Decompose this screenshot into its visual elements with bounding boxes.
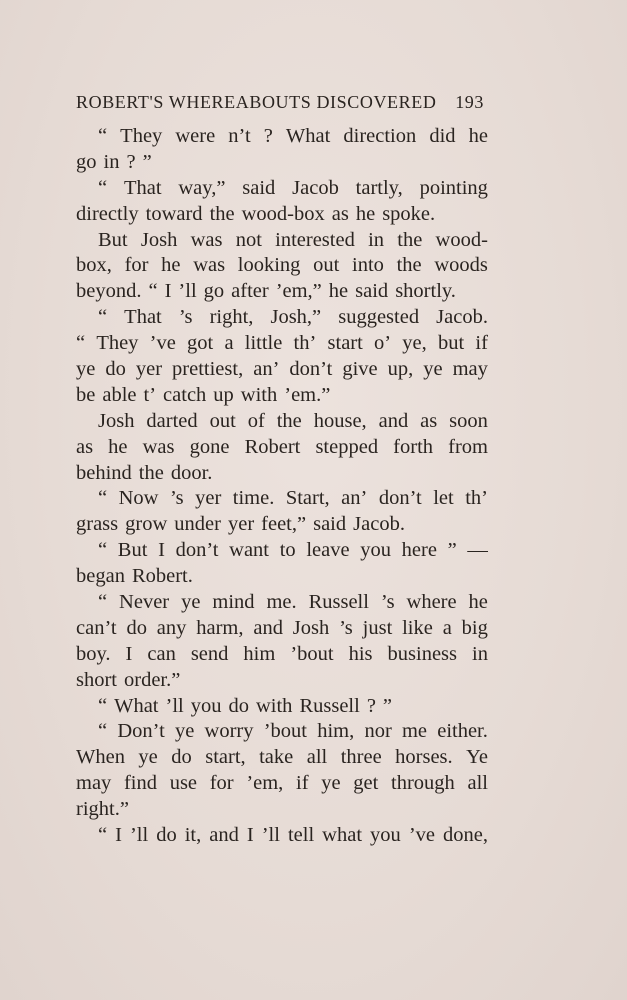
word: “ xyxy=(76,332,86,355)
word: with xyxy=(240,383,278,406)
word: box, xyxy=(76,254,112,277)
page-number: 193 xyxy=(455,92,484,112)
word: But xyxy=(117,539,148,562)
word: the xyxy=(276,409,302,432)
word: interested xyxy=(275,228,355,251)
word: may xyxy=(452,358,488,381)
word: I xyxy=(125,642,133,665)
word: an’ xyxy=(253,358,280,381)
word: tartly, xyxy=(355,176,403,199)
word: feet,” xyxy=(261,513,307,536)
word: through xyxy=(391,772,455,795)
word: don’t xyxy=(175,539,219,562)
word: stepped xyxy=(315,435,379,458)
word: from xyxy=(448,435,488,458)
word: ’s xyxy=(380,591,395,614)
word: what xyxy=(322,824,363,847)
word: Never xyxy=(119,591,170,614)
word: an’ xyxy=(341,487,368,510)
word: Ye xyxy=(466,746,488,769)
word: he xyxy=(355,202,376,225)
word: leave xyxy=(306,539,350,562)
word: up, xyxy=(387,358,414,381)
text-line xyxy=(76,538,488,564)
word: th’ xyxy=(465,487,488,510)
word: “ xyxy=(98,591,108,614)
word: may xyxy=(76,772,112,795)
word: big xyxy=(461,616,488,639)
text-line xyxy=(76,435,488,461)
word: if xyxy=(296,772,309,795)
word: little xyxy=(244,332,283,355)
word: a xyxy=(442,616,452,639)
word: spoke. xyxy=(382,202,436,225)
word: go xyxy=(76,150,97,173)
word: right.” xyxy=(76,798,129,821)
word: mind xyxy=(212,591,255,614)
word: “ xyxy=(98,720,108,743)
text-line xyxy=(76,202,488,228)
word: horses. xyxy=(395,746,453,769)
word: but xyxy=(437,332,465,355)
word: tell xyxy=(287,824,315,847)
word: forth xyxy=(393,435,434,458)
text-line xyxy=(76,279,488,305)
word: right, xyxy=(209,306,254,329)
word: can xyxy=(147,642,176,665)
word: beyond. xyxy=(76,280,142,303)
word: you xyxy=(190,694,222,717)
word: in xyxy=(368,228,385,251)
word: time. xyxy=(232,487,275,510)
word: “ xyxy=(98,176,108,199)
word: When xyxy=(76,746,125,769)
word: Jacob xyxy=(292,176,339,199)
text-line xyxy=(76,512,488,538)
word: he xyxy=(468,125,488,147)
word: began xyxy=(76,565,125,588)
word: ’em.” xyxy=(284,383,331,406)
word: were xyxy=(175,125,216,147)
word: Russell xyxy=(299,694,360,717)
word: Robert xyxy=(244,435,301,458)
word: boy. xyxy=(76,642,111,665)
word: wood-box xyxy=(241,202,325,225)
word: after xyxy=(231,280,269,303)
word: Josh xyxy=(98,409,135,432)
word: ” xyxy=(447,539,457,562)
word: “ xyxy=(98,125,108,147)
word: grass xyxy=(76,513,119,536)
word: That xyxy=(123,176,162,199)
word: do xyxy=(105,358,126,381)
text-line xyxy=(76,771,488,797)
word: ” xyxy=(142,150,152,173)
text-line xyxy=(76,331,488,357)
word: with xyxy=(255,694,293,717)
text-line xyxy=(76,357,488,383)
text-line xyxy=(76,124,488,150)
chapter-title: ROBERT'S WHEREABOUTS DISCOVERED xyxy=(76,92,437,112)
word: direction xyxy=(343,125,417,147)
word: do xyxy=(228,694,249,717)
word: if xyxy=(475,332,488,355)
word: can’t xyxy=(76,616,117,639)
word: where xyxy=(406,591,457,614)
word: you xyxy=(370,824,401,847)
word: for xyxy=(124,254,149,277)
word: don’t xyxy=(289,358,333,381)
word: do xyxy=(126,616,147,639)
word: “ xyxy=(98,487,108,510)
word: a xyxy=(224,332,234,355)
word: me. xyxy=(266,591,297,614)
word: start xyxy=(327,332,363,355)
word: he xyxy=(468,591,488,614)
word: n’t xyxy=(228,125,251,147)
word: out xyxy=(313,254,340,277)
word: him, xyxy=(317,720,355,743)
word: do xyxy=(156,824,177,847)
word: under xyxy=(174,513,221,536)
word: ? xyxy=(366,694,376,717)
word: done, xyxy=(443,824,488,847)
word: all xyxy=(467,772,488,795)
word: What xyxy=(114,694,159,717)
word: shortly. xyxy=(395,280,456,303)
word: was xyxy=(193,254,226,277)
word: toward xyxy=(145,202,203,225)
word: Josh xyxy=(292,616,330,639)
word: I xyxy=(246,824,254,847)
text-line xyxy=(76,409,488,435)
word: into xyxy=(352,254,384,277)
word: ’s xyxy=(169,487,184,510)
word: Now xyxy=(118,487,159,510)
word: out xyxy=(209,409,236,432)
word: “ xyxy=(148,280,158,303)
word: give xyxy=(342,358,378,381)
text-line xyxy=(76,719,488,745)
word: either. xyxy=(437,720,488,743)
word: and xyxy=(253,616,283,639)
word: he xyxy=(108,435,128,458)
word: way,” xyxy=(178,176,226,199)
word: got xyxy=(187,332,214,355)
word: in xyxy=(472,642,488,665)
word: as xyxy=(420,409,438,432)
text-line xyxy=(76,176,488,202)
text-line xyxy=(76,616,488,642)
word: What xyxy=(285,125,331,147)
word: ” xyxy=(382,694,393,717)
word: not xyxy=(235,228,262,251)
word: nor xyxy=(364,720,392,743)
word: yer xyxy=(195,487,222,510)
word: ’ve xyxy=(149,332,176,355)
word: said xyxy=(313,513,347,536)
word: I xyxy=(164,280,172,303)
body-text xyxy=(76,124,488,849)
word: Russell xyxy=(308,591,369,614)
text-line xyxy=(76,694,488,720)
word: like xyxy=(402,616,433,639)
text-line xyxy=(76,797,488,823)
word: do xyxy=(171,746,192,769)
word: it, xyxy=(184,824,202,847)
word: They xyxy=(120,125,163,147)
word: That xyxy=(124,306,162,329)
word: ye xyxy=(181,591,201,614)
word: Josh xyxy=(140,228,178,251)
word: the xyxy=(397,228,423,251)
word: looking xyxy=(237,254,301,277)
word: “ xyxy=(98,694,108,717)
text-line xyxy=(76,590,488,616)
word: said xyxy=(242,176,276,199)
word: ’ll xyxy=(178,280,197,303)
word: They xyxy=(96,332,139,355)
word: and xyxy=(209,824,239,847)
text-line xyxy=(76,745,488,771)
word: find xyxy=(123,772,158,795)
word: ’ll xyxy=(165,694,184,717)
word: ye xyxy=(76,358,96,381)
word: Robert. xyxy=(131,565,193,588)
word: me xyxy=(401,720,428,743)
word: door. xyxy=(170,461,213,484)
word: I xyxy=(115,824,122,847)
word: pointing xyxy=(419,176,488,199)
word: ? xyxy=(263,125,273,147)
word: the xyxy=(209,202,235,225)
word: any xyxy=(156,616,187,639)
word: him xyxy=(243,642,276,665)
word: “ xyxy=(98,306,108,329)
word: I xyxy=(158,539,165,562)
running-head xyxy=(76,92,484,113)
text-line xyxy=(76,383,488,409)
word: ’bout xyxy=(290,642,334,665)
text-line xyxy=(76,305,488,331)
text-line xyxy=(76,564,488,590)
word: to xyxy=(279,539,296,562)
word: Don’t xyxy=(117,720,165,743)
word: in xyxy=(103,150,120,173)
word: as xyxy=(331,202,349,225)
word: business xyxy=(387,642,458,665)
word: take xyxy=(259,746,294,769)
word: — xyxy=(467,539,488,562)
word: worry xyxy=(204,720,254,743)
word: here xyxy=(401,539,437,562)
word: gone xyxy=(189,435,230,458)
word: of xyxy=(247,409,265,432)
word: able xyxy=(102,383,137,406)
text-line xyxy=(76,668,488,694)
word: use xyxy=(169,772,198,795)
word: prettiest, xyxy=(172,358,244,381)
word: for xyxy=(209,772,234,795)
word: ’s xyxy=(178,306,193,329)
text-line xyxy=(76,150,488,176)
word: up xyxy=(213,383,234,406)
word: ye xyxy=(321,772,341,795)
word: the xyxy=(396,254,422,277)
word: you xyxy=(360,539,391,562)
word: grow xyxy=(125,513,168,536)
word: be xyxy=(76,383,96,406)
word: But xyxy=(98,228,128,251)
word: was xyxy=(190,228,223,251)
word: don’t xyxy=(378,487,422,510)
word: ’bout xyxy=(263,720,307,743)
word: go xyxy=(203,280,225,303)
word: th’ xyxy=(293,332,317,355)
word: Jacob. xyxy=(436,306,488,329)
word: want xyxy=(229,539,270,562)
word: soon xyxy=(449,409,488,432)
word: and xyxy=(378,409,409,432)
word: ’em, xyxy=(246,772,284,795)
word: woods xyxy=(434,254,488,277)
word: three xyxy=(340,746,382,769)
word: short xyxy=(76,668,117,691)
word: ’ve xyxy=(408,824,435,847)
word: all xyxy=(306,746,328,769)
text-line xyxy=(76,461,488,487)
word: ye xyxy=(174,720,195,743)
word: was xyxy=(142,435,175,458)
word: order.” xyxy=(124,668,181,691)
word: as xyxy=(76,435,94,458)
word: start, xyxy=(205,746,246,769)
word: behind xyxy=(76,461,132,484)
word: Josh,” xyxy=(270,306,322,329)
text-line xyxy=(76,253,488,279)
word: t’ xyxy=(143,383,157,406)
word: he xyxy=(328,280,349,303)
word: just xyxy=(362,616,393,639)
word: his xyxy=(348,642,373,665)
word: directly xyxy=(76,202,139,225)
word: darted xyxy=(146,409,198,432)
word: get xyxy=(353,772,379,795)
word: Start, xyxy=(285,487,330,510)
word: “ xyxy=(98,539,108,562)
word: let xyxy=(433,487,454,510)
word: Jacob. xyxy=(353,513,405,536)
word: ye xyxy=(138,746,158,769)
word: ’ll xyxy=(261,824,280,847)
text-line xyxy=(76,823,488,849)
word: house, xyxy=(313,409,367,432)
word: “ xyxy=(98,824,108,847)
word: yer xyxy=(135,358,163,381)
text-line xyxy=(76,486,488,512)
word: ye, xyxy=(402,332,427,355)
word: wood- xyxy=(435,228,488,251)
word: did xyxy=(429,125,456,147)
word: send xyxy=(190,642,229,665)
word: said xyxy=(355,280,389,303)
word: harm, xyxy=(196,616,244,639)
word: ’ll xyxy=(129,824,149,847)
word: he xyxy=(161,254,181,277)
word: suggested xyxy=(338,306,420,329)
word: ’em,” xyxy=(275,280,322,303)
word: ’s xyxy=(339,616,353,639)
word: yer xyxy=(227,513,255,536)
word: ye xyxy=(423,358,443,381)
word: catch xyxy=(163,383,207,406)
word: the xyxy=(138,461,164,484)
word: ? xyxy=(126,150,136,173)
text-line xyxy=(76,642,488,668)
text-line xyxy=(76,228,488,254)
word: o’ xyxy=(374,332,392,355)
